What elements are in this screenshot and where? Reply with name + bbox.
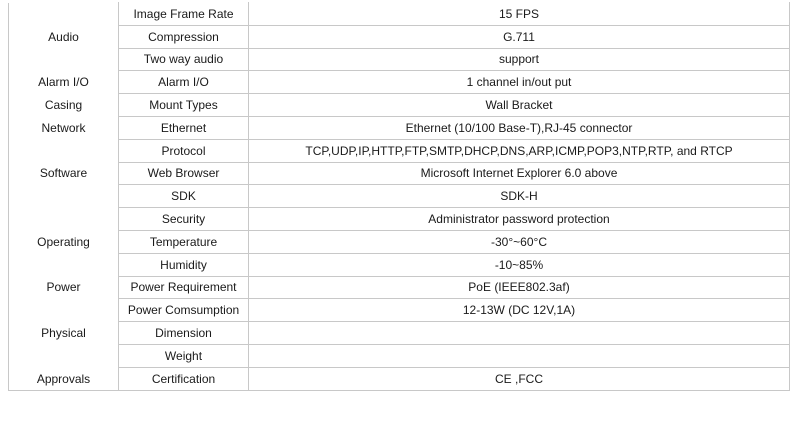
spec-name-cell: Web Browser [119,162,249,185]
table-row [9,344,790,367]
table-row [9,71,790,94]
category-cell: Casing [9,94,119,117]
spec-value-cell: Administrator password protection [249,208,790,231]
spec-name-cell: Compression [119,25,249,48]
spec-table-body [9,3,790,391]
spec-name-cell: Power Requirement [119,276,249,299]
category-cell: Network [9,116,119,139]
spec-name-cell: Alarm I/O [119,71,249,94]
spec-value-cell: 1 channel in/out put [249,71,790,94]
spec-value-cell: Wall Bracket [249,94,790,117]
spec-name-cell: Ethernet [119,116,249,139]
category-cell [9,48,119,71]
category-cell: Audio [9,25,119,48]
category-cell [9,299,119,322]
spec-value-cell: -30°~60°C [249,230,790,253]
table-row [9,25,790,48]
table-row [9,48,790,71]
table-row [9,253,790,276]
table-row [9,208,790,231]
table-row [9,3,790,26]
table-row [9,299,790,322]
spec-name-cell: Protocol [119,139,249,162]
table-row [9,230,790,253]
category-cell [9,3,119,26]
spec-value-cell: PoE (IEEE802.3af) [249,276,790,299]
spec-value-cell: CE ,FCC [249,367,790,390]
spec-value-cell: Ethernet (10/100 Base-T),RJ-45 connector [249,116,790,139]
category-cell: Approvals [9,367,119,390]
category-cell: Physical [9,322,119,345]
spec-name-cell: Humidity [119,253,249,276]
spec-value-cell: G.711 [249,25,790,48]
spec-table [8,2,790,391]
spec-value-cell: -10~85% [249,253,790,276]
category-cell: Operating [9,230,119,253]
category-cell [9,139,119,162]
category-cell: Power [9,276,119,299]
spec-value-cell: 12-13W (DC 12V,1A) [249,299,790,322]
category-cell [9,344,119,367]
table-row [9,185,790,208]
spec-value-cell [249,344,790,367]
table-row [9,162,790,185]
spec-name-cell: Mount Types [119,94,249,117]
table-row [9,367,790,390]
spec-name-cell: Security [119,208,249,231]
spec-name-cell: Temperature [119,230,249,253]
spec-name-cell: Image Frame Rate [119,3,249,26]
category-cell [9,253,119,276]
spec-name-cell: Two way audio [119,48,249,71]
spec-value-cell: support [249,48,790,71]
table-row [9,276,790,299]
category-cell [9,185,119,208]
spec-value-cell: TCP,UDP,IP,HTTP,FTP,SMTP,DHCP,DNS,ARP,ICMP,POP3,NTP,RTP, and RTCP [249,139,790,162]
spec-name-cell: SDK [119,185,249,208]
spec-name-cell: Dimension [119,322,249,345]
spec-value-cell: SDK-H [249,185,790,208]
table-row [9,322,790,345]
category-cell [9,208,119,231]
spec-value-cell [249,322,790,345]
spec-name-cell: Weight [119,344,249,367]
category-cell: Alarm I/O [9,71,119,94]
spec-name-cell: Certification [119,367,249,390]
table-row [9,116,790,139]
category-cell: Software [9,162,119,185]
spec-value-cell: 15 FPS [249,3,790,26]
table-row [9,94,790,117]
spec-value-cell: Microsoft Internet Explorer 6.0 above [249,162,790,185]
spec-name-cell: Power Comsumption [119,299,249,322]
table-row [9,139,790,162]
